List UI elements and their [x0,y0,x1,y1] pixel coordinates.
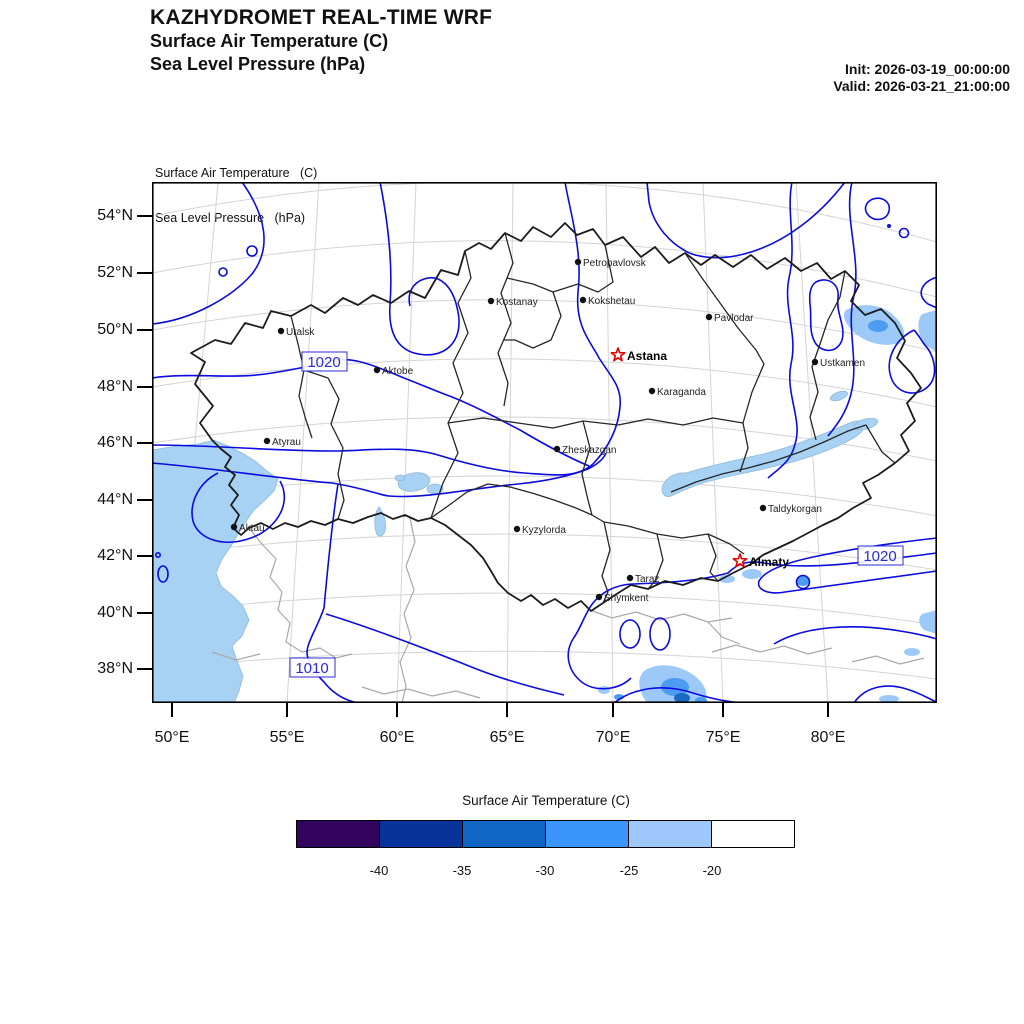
city-petropavlovsk [575,258,647,269]
valid-time: Valid: 2026-03-21_21:00:00 [833,78,1010,94]
lon-tick [396,703,398,717]
map-caption-line1: Surface Air Temperature (C) [155,166,318,180]
oblast-borders [291,233,895,603]
svg-text:Shymkent: Shymkent [604,593,649,604]
lon-tick [506,703,508,717]
lon-tick [827,703,829,717]
city-karaganda [649,387,707,398]
svg-text:1020: 1020 [307,354,341,371]
init-time: Init: 2026-03-19_00:00:00 [845,61,1010,77]
lake-east-lobe [853,416,879,432]
colorbar-segment [712,821,794,847]
colorbar-segment [380,821,463,847]
svg-text:Taraz: Taraz [635,574,660,585]
map-canvas [152,182,937,703]
lon-tick [612,703,614,717]
city-taldykorgan [760,504,822,515]
map-caption-line2: Sea Level Pressure (hPa) [155,211,306,225]
lon-tick [286,703,288,717]
lat-tick [137,499,152,501]
lon-label-75e: 75°E [705,729,741,746]
colorbar-tick: -25 [619,863,639,878]
subtitle-temperature: Surface Air Temperature (C) [150,31,389,51]
run-info [833,61,1010,95]
svg-text:1020: 1020 [863,548,897,565]
contour-label-1020-left [302,352,347,371]
lake-balkhash [662,421,864,497]
colorbar-segment [546,821,629,847]
kazakhstan-border [191,223,921,611]
lat-tick [137,612,152,614]
colorbar-segment [629,821,712,847]
lon-label-70e: 70°E [595,729,631,746]
colorbar-tick: -40 [369,863,389,878]
city-ustkamen [812,358,865,369]
lon-label-65e: 65°E [489,729,525,746]
lat-label-42n: 42°N [97,547,133,564]
lon-tick [171,703,173,717]
lat-tick [137,272,152,274]
svg-text:Kyzylorda: Kyzylorda [522,525,566,536]
lon-tick [722,703,724,717]
svg-text:Ustkamen: Ustkamen [820,358,866,369]
svg-text:Atyrau: Atyrau [272,437,301,448]
city-kostanay [488,297,538,308]
water-bodies [152,389,879,703]
city-kyzylorda [514,525,567,536]
lat-label-44n: 44°N [97,491,133,508]
colorbar-segment [463,821,546,847]
contour-label-1020-right [858,546,903,565]
lat-label-48n: 48°N [97,378,133,395]
city-kokshetau [580,296,635,307]
lon-label-60e: 60°E [379,729,415,746]
svg-text:Aktau: Aktau [239,523,265,534]
lat-label-46n: 46°N [97,434,133,451]
svg-text:Karaganda: Karaganda [657,387,706,398]
aral-sea [395,475,405,481]
city-uralsk [278,327,316,338]
svg-text:Zheskazgan: Zheskazgan [562,445,617,456]
lat-label-40n: 40°N [97,604,133,621]
lat-label-50n: 50°N [97,321,133,338]
colorbar-tick: -30 [535,863,555,878]
lat-tick [137,215,152,217]
city-pavlodar [706,313,754,324]
lon-label-50e: 50°E [154,729,190,746]
page-title: KAZHYDROMET REAL-TIME WRF [150,6,493,29]
lake-zaysan [829,389,849,403]
svg-text:Aktobe: Aktobe [382,366,414,377]
aral-sea [397,470,432,493]
svg-text:Taldykorgan: Taldykorgan [768,504,822,515]
lat-label-52n: 52°N [97,264,133,281]
svg-text:Pavlodar: Pavlodar [714,313,754,324]
contour-label-1010-bottom [290,658,335,677]
lat-tick [137,668,152,670]
subtitle-pressure: Sea Level Pressure (hPa) [150,54,366,74]
aral-west-strip [375,507,386,536]
svg-text:Kostanay: Kostanay [496,297,538,308]
colorbar-title: Surface Air Temperature (C) [462,793,630,808]
lat-label-38n: 38°N [97,660,133,677]
lon-label-55e: 55°E [269,729,305,746]
lat-tick [137,442,152,444]
colorbar-tick: -35 [452,863,472,878]
svg-text:Petropavlovsk: Petropavlovsk [583,258,646,269]
colorbar-tick: -20 [702,863,722,878]
lon-label-80e: 80°E [810,729,846,746]
svg-text:Uralsk: Uralsk [286,327,315,338]
lat-tick [137,386,152,388]
city-atyrau [264,437,301,448]
colorbar-segment [297,821,380,847]
svg-text:Astana: Astana [627,349,668,363]
svg-text:Almaty: Almaty [749,555,790,569]
svg-text:Kokshetau: Kokshetau [588,296,636,307]
capital-astana [611,348,667,363]
lat-tick [137,329,152,331]
svg-text:1010: 1010 [295,660,329,677]
city-shymkent [596,593,649,604]
caspian-sea [152,440,278,703]
city-zheskazgan [554,445,617,456]
colorbar [296,820,795,848]
lat-label-54n: 54°N [97,207,133,224]
lat-tick [137,555,152,557]
capital-almaty [733,554,789,569]
